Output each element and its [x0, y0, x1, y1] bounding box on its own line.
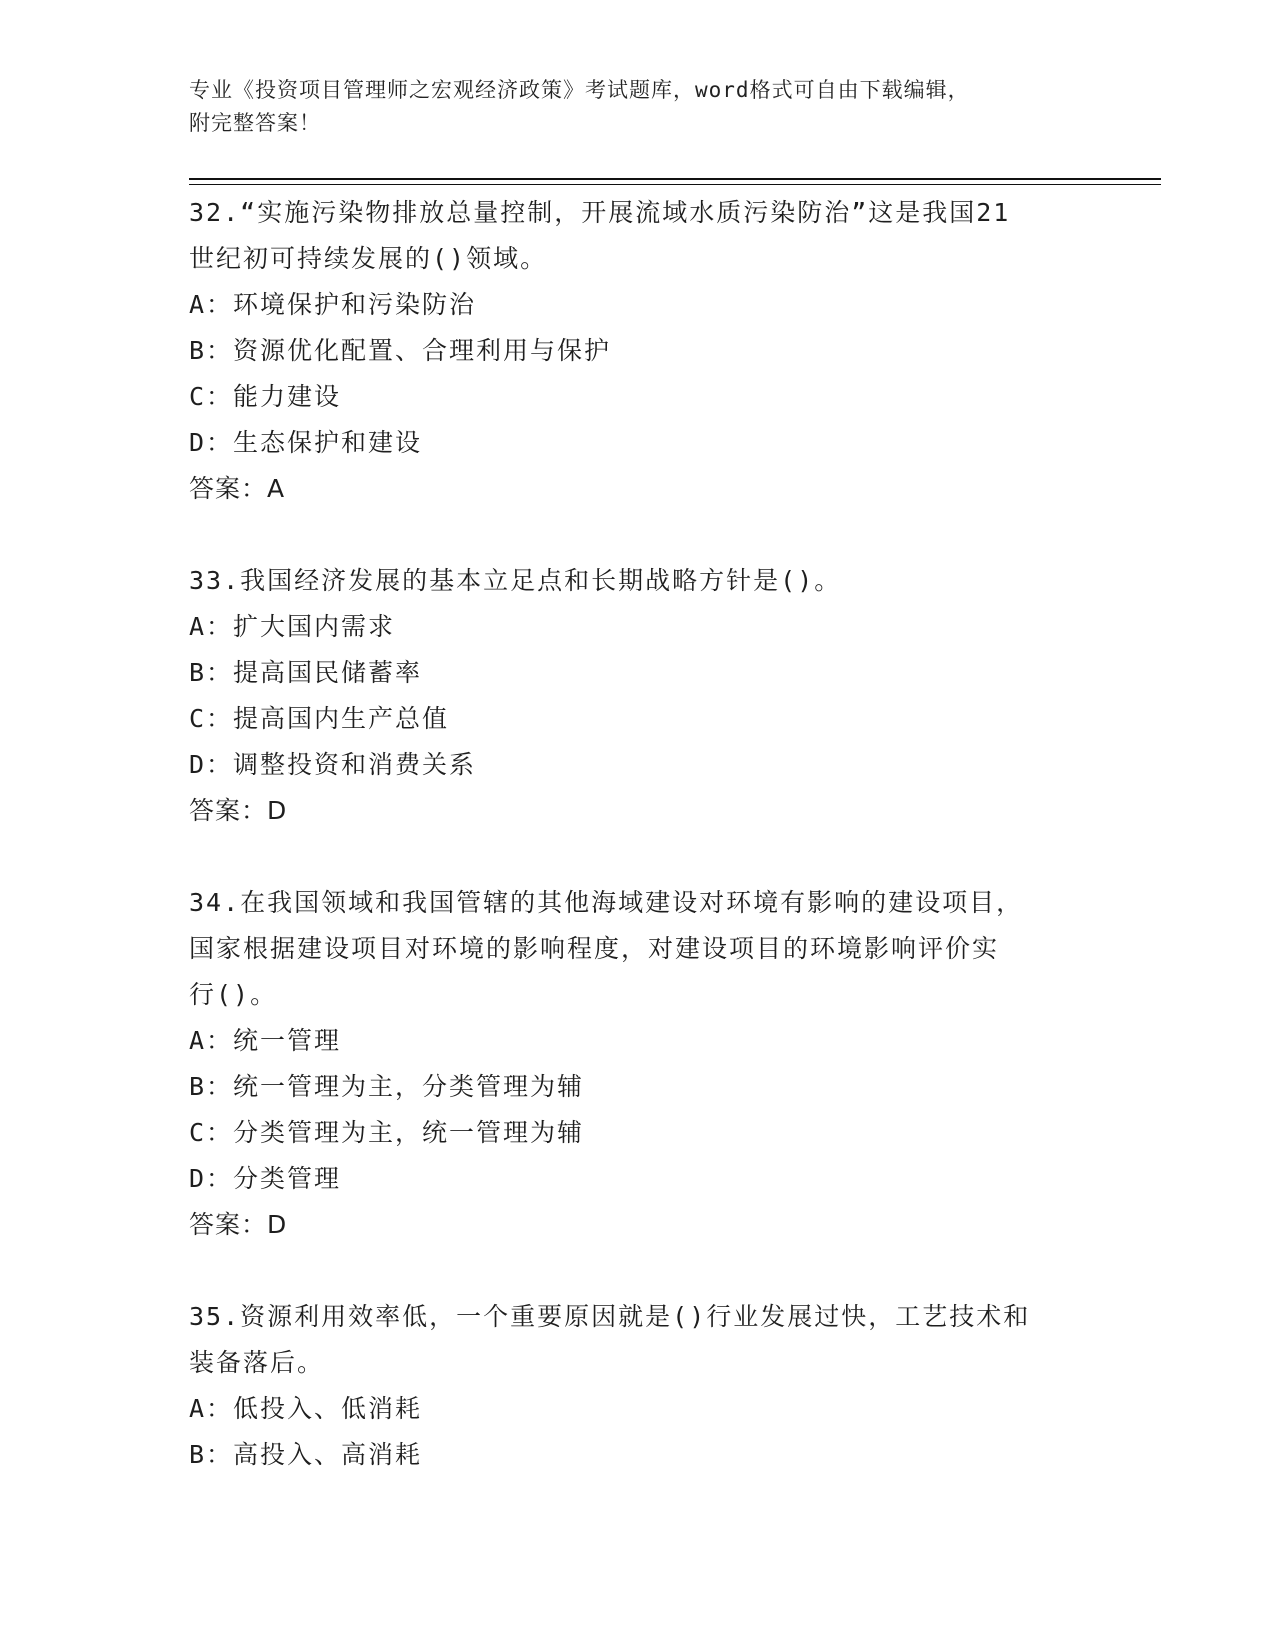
spacer [189, 1248, 1089, 1294]
header-line-1: 专业《投资项目管理师之宏观经济政策》考试题库，word格式可自由下载编辑， [189, 78, 970, 102]
option-b: B：提高国民储蓄率 [189, 658, 423, 687]
option-d: D：调整投资和消费关系 [189, 750, 477, 779]
question-stem-line: 34.在我国领域和我国管辖的其他海域建设对环境有影响的建设项目， [189, 888, 1024, 917]
question-stem-line: 国家根据建设项目对环境的影响程度，对建设项目的环境影响评价实 [189, 934, 1000, 963]
option-a: A：环境保护和污染防治 [189, 290, 477, 319]
option-a: A：低投入、低消耗 [189, 1394, 423, 1423]
option-b: B：统一管理为主，分类管理为辅 [189, 1072, 585, 1101]
option-d: D：分类管理 [189, 1164, 342, 1193]
question-block [189, 880, 1089, 1248]
question-stem-line: 33.我国经济发展的基本立足点和长期战略方针是()。 [189, 566, 842, 595]
option-c: C：提高国内生产总值 [189, 704, 450, 733]
answer-line: 答案：D [189, 1210, 288, 1239]
question-stem-line: 32.“实施污染物排放总量控制，开展流域水质污染防治”这是我国21 [189, 198, 1011, 227]
option-c: C：能力建设 [189, 382, 342, 411]
option-c: C：分类管理为主，统一管理为辅 [189, 1118, 585, 1147]
question-stem-line: 装备落后。 [189, 1348, 325, 1377]
question-block [189, 190, 1089, 512]
answer-line: 答案：D [189, 796, 288, 825]
option-b: B：高投入、高消耗 [189, 1440, 423, 1469]
header-line-2: 附完整答案！ [189, 111, 321, 135]
question-stem-line: 世纪初可持续发展的()领域。 [189, 244, 548, 273]
question-list [189, 190, 1089, 1478]
header-rule-thin [189, 184, 1161, 185]
document-header [189, 74, 1089, 140]
answer-line: 答案：A [189, 474, 286, 503]
question-stem-line: 行()。 [189, 980, 278, 1009]
header-rule-thick [189, 178, 1161, 180]
option-b: B：资源优化配置、合理利用与保护 [189, 336, 612, 365]
option-d: D：生态保护和建设 [189, 428, 423, 457]
question-block [189, 1294, 1089, 1478]
spacer [189, 512, 1089, 558]
spacer [189, 834, 1089, 880]
option-a: A：扩大国内需求 [189, 612, 396, 641]
question-block [189, 558, 1089, 834]
option-a: A：统一管理 [189, 1026, 342, 1055]
question-stem-line: 35.资源利用效率低，一个重要原因就是()行业发展过快，工艺技术和 [189, 1302, 1031, 1331]
